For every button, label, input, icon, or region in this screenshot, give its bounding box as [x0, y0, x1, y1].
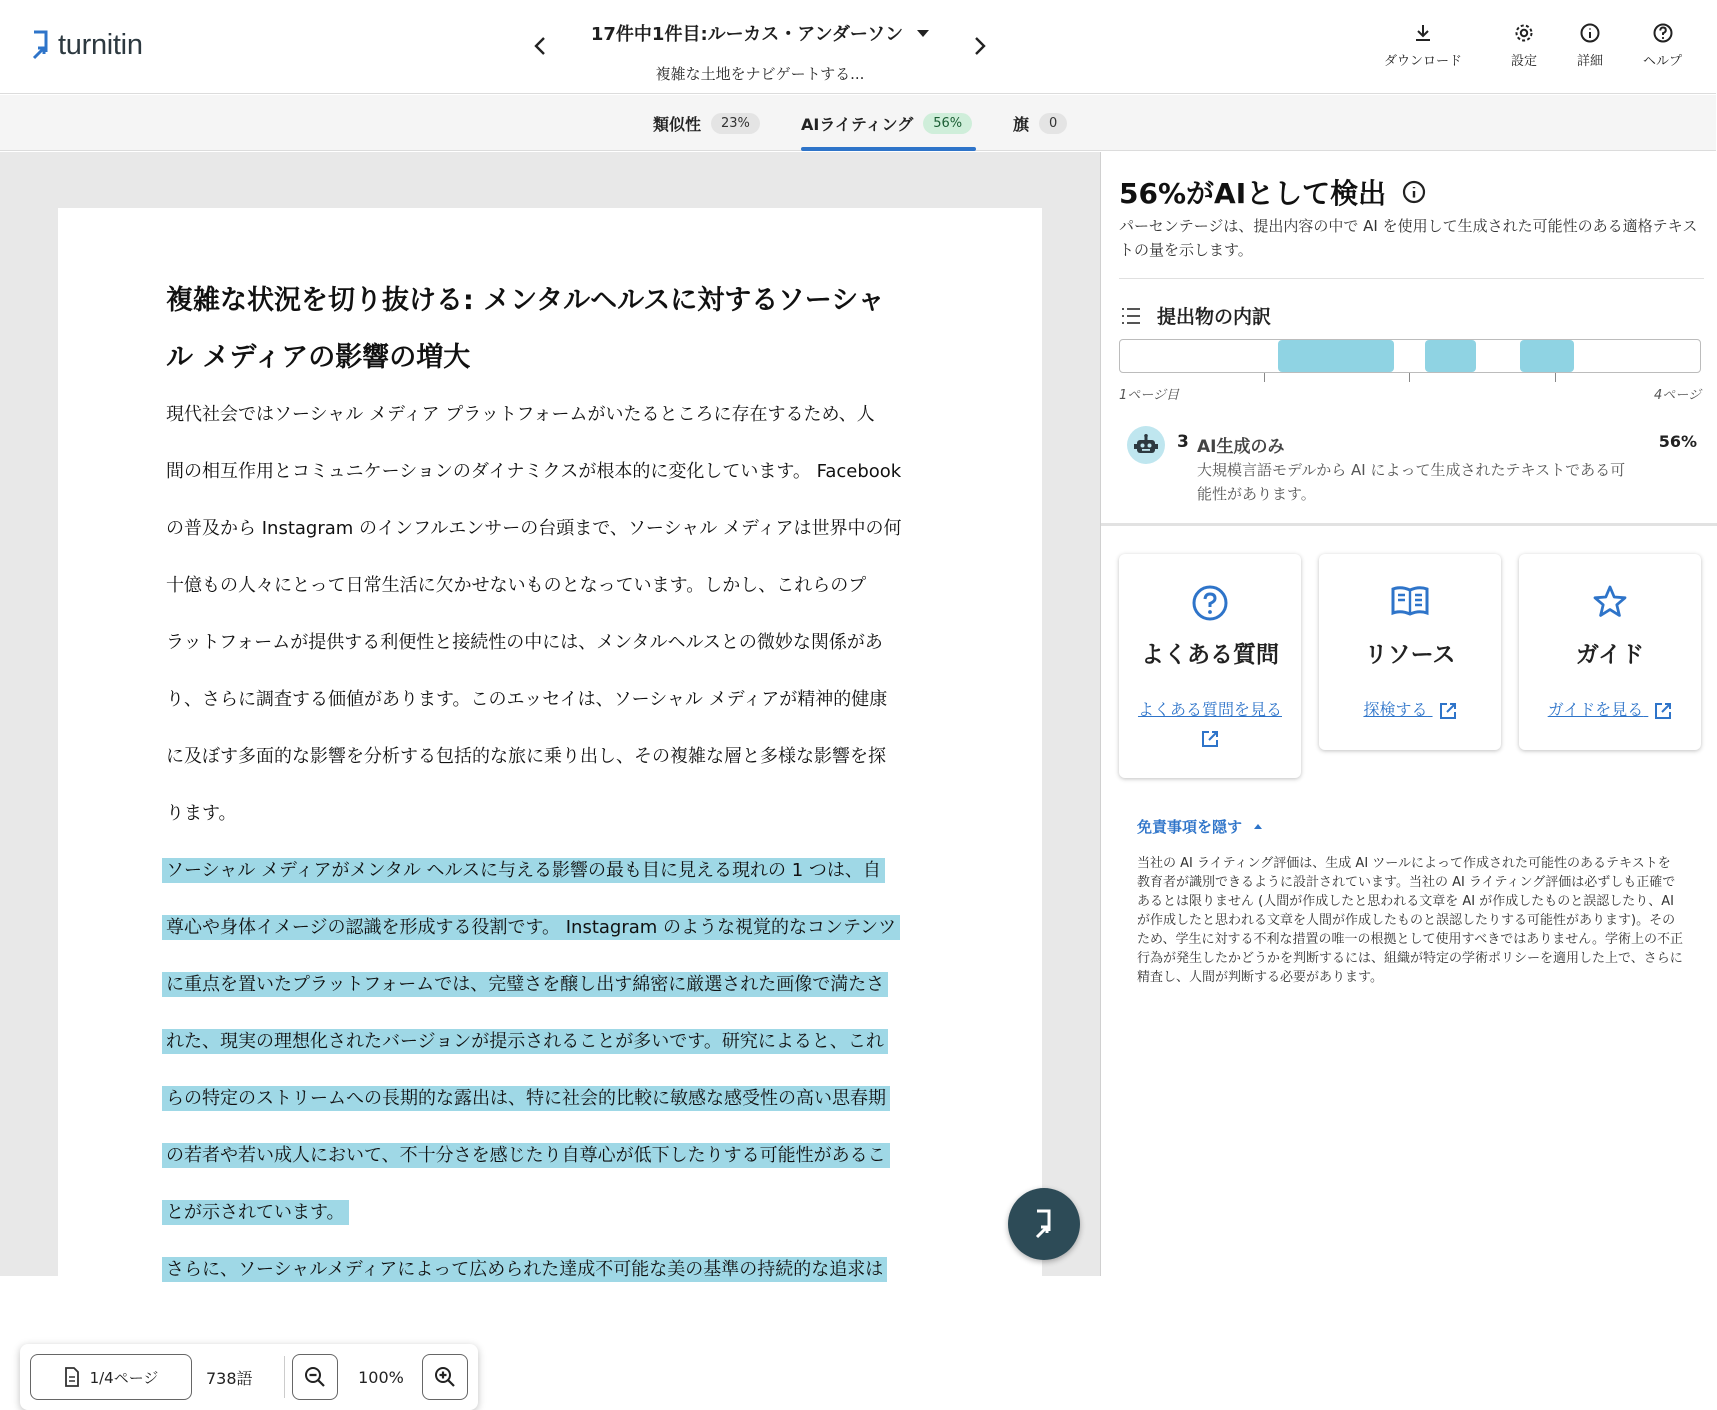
previous-submission-button[interactable]	[528, 34, 552, 58]
brand-name: turnitin	[58, 28, 143, 61]
list-icon	[1121, 307, 1141, 325]
resources-link-label: 探検する	[1363, 700, 1428, 719]
ai-highlight[interactable]: らの特定のストリームへの長期的な露出は、特に社会的比較に敏感な感受性の高い思春期	[162, 1086, 890, 1111]
ai-detection-heading: 56%がAIとして検出	[1119, 177, 1387, 210]
axis-start-label: 1ページ目	[1119, 388, 1180, 403]
resources-link[interactable]	[1319, 696, 1501, 724]
viewer-toolbar	[20, 1344, 478, 1410]
turnitin-logo-icon	[1031, 1207, 1057, 1241]
ai-generated-description: 大規模言語モデルから AI によって生成されたテキストである可能性があります。	[1197, 461, 1626, 503]
chevron-left-icon	[533, 36, 547, 56]
ai-segment[interactable]	[1278, 340, 1394, 372]
breakdown-heading: 提出物の内訳	[1157, 306, 1272, 328]
ai-highlight[interactable]: さらに、ソーシャルメディアによって広められた達成不可能な美の基準の持続的な追求は	[162, 1257, 887, 1282]
heading-line: ル メディアの影響の増大	[166, 342, 471, 373]
ai-highlight[interactable]: に重点を置いたプラットフォームでは、完璧さを醸し出す綿密に厳選された画像で満たさ	[162, 972, 888, 997]
document-heading	[166, 272, 956, 386]
highlight-line	[166, 1241, 956, 1298]
details-label: 詳細	[1577, 54, 1604, 69]
gear-icon	[1513, 22, 1535, 44]
highlight-line	[166, 1127, 956, 1184]
guide-title: ガイド	[1575, 642, 1645, 668]
highlight-line	[166, 899, 956, 956]
turnitin-logo[interactable]	[30, 28, 143, 62]
ai-highlight[interactable]: れた、現実の理想化されたバージョンが提示されることが多いです。研究によると、これ	[162, 1029, 888, 1054]
paragraph-ai-highlighted[interactable]	[166, 842, 956, 1298]
resources-title: リソース	[1364, 642, 1456, 668]
ai-segment[interactable]	[1425, 340, 1476, 372]
star-icon	[1519, 584, 1701, 620]
external-link-icon	[1654, 702, 1672, 720]
help-icon	[1652, 22, 1674, 44]
download-icon	[1412, 22, 1434, 44]
faq-link[interactable]	[1119, 696, 1301, 752]
settings-button[interactable]	[1511, 22, 1537, 69]
tab-similarity-label: 類似性	[653, 114, 702, 134]
page-indicator: 1/4ページ	[89, 1368, 159, 1387]
disclaimer-text: 当社の AI ライティング評価は、生成 AI ツールによって作成された可能性のあるテキストを教育者が識別できるように設計されています。当社の AI ライティング評価は必ずしも正確であるとは限りません (人間が作成したと思われる文章を AI が作成したものと誤認したり、AI が作成したと思われる文章を人間が作成したものと誤認したりする可能性があります)。そのため、学生に対する不利な措置の唯一の根拠として使用すべきではありません。学術上の不正行為が発生したかどうかを判断するには、組織が特定の学術ポリシーを適用した上で、さらに精査し、人間が判断する必要があります。	[1137, 856, 1684, 985]
submission-selector[interactable]	[572, 20, 948, 46]
info-icon	[1579, 22, 1601, 44]
details-button[interactable]	[1577, 22, 1603, 69]
divider	[1119, 278, 1704, 279]
submission-subtitle: 複雑な土地をナビゲートする...	[655, 65, 865, 83]
info-icon[interactable]	[1402, 180, 1426, 204]
submission-title: 17件中1件目:ルーカス・アンダーソン	[590, 24, 904, 45]
axis-end-label: 4ページ	[1653, 388, 1701, 403]
toolbar-divider	[284, 1356, 285, 1398]
submission-breakdown-title	[1121, 302, 1271, 329]
tab-similarity[interactable]	[653, 95, 760, 151]
help-label: ヘルプ	[1643, 54, 1683, 69]
tab-flags[interactable]	[1013, 95, 1067, 151]
text-line: ります。	[166, 803, 237, 824]
book-icon	[1319, 584, 1501, 618]
next-submission-button[interactable]	[968, 34, 992, 58]
resources-card	[1319, 554, 1501, 750]
download-button[interactable]	[1384, 22, 1462, 69]
ai-detection-description: パーセンテージは、提出内容の中で AI を使用して生成された可能性のある適格テキストの量を示します。	[1119, 217, 1698, 259]
document-page	[58, 208, 1042, 1408]
ai-highlight[interactable]: ソーシャル メディアがメンタル ヘルスに与える影響の最も目に見える現れの 1 つは、自	[162, 858, 885, 883]
guide-link[interactable]	[1519, 696, 1701, 724]
tab-flags-label: 旗	[1013, 114, 1030, 134]
highlight-line	[166, 1070, 956, 1127]
zoom-in-button[interactable]	[422, 1354, 468, 1400]
ai-summary-section	[1101, 152, 1717, 526]
hide-disclaimer-button[interactable]	[1137, 816, 1262, 837]
zoom-out-button[interactable]	[292, 1354, 338, 1400]
help-circle-icon	[1119, 584, 1301, 622]
robot-icon	[1127, 426, 1165, 464]
faq-title: よくある質問	[1141, 642, 1279, 668]
highlight-line	[166, 1184, 956, 1241]
text-line: の普及から Instagram のインフルエンサーの台頭まで、ソーシャル メディアは世界中の何	[166, 518, 902, 539]
ai-writing-panel	[1100, 152, 1716, 1276]
chevron-right-icon	[973, 36, 987, 56]
zoom-out-icon	[303, 1365, 327, 1389]
tab-ai-writing-label: AIライティング	[801, 114, 914, 134]
ai-writing-badge: 56%	[923, 113, 972, 134]
ai-detection-title	[1119, 172, 1426, 212]
highlight-line	[166, 1013, 956, 1070]
help-button[interactable]	[1643, 22, 1682, 69]
ai-generated-label: AI生成のみ	[1197, 437, 1285, 457]
ai-highlight[interactable]: とが示されています。	[162, 1200, 349, 1225]
text-line: に及ぼす多面的な影響を分析する包括的な旅に乗り出し、その複雑な層と多様な影響を探	[166, 746, 886, 767]
turnitin-logo-icon	[30, 28, 52, 62]
page-tick	[1555, 373, 1556, 382]
page-tick	[1264, 373, 1265, 382]
highlight-line	[166, 842, 956, 899]
text-line: り、さらに調査する価値があります。このエッセイは、ソーシャル メディアが精神的健康	[166, 689, 888, 710]
zoom-level: 100%	[358, 1367, 404, 1387]
heading-line: 複雑な状況を切り抜ける: メンタルヘルスに対するソーシャ	[166, 285, 885, 316]
ai-highlight[interactable]: 尊心や身体イメージの認識を形成する役割です。 Instagram のような視覚的なコンテンツ	[162, 915, 900, 940]
turnitin-assistant-button[interactable]	[1008, 1188, 1080, 1260]
page-tick	[1409, 373, 1410, 382]
flags-badge: 0	[1039, 113, 1067, 134]
word-count: 738語	[206, 1368, 253, 1388]
guide-link-label: ガイドを見る	[1547, 700, 1644, 719]
text-line: 現代社会ではソーシャル メディア プラットフォームがいたるところに存在するため、人	[166, 404, 875, 425]
ai-generated-row[interactable]	[1127, 422, 1707, 502]
faq-link-label: よくある質問を見る	[1137, 700, 1282, 719]
page-ticks	[1119, 373, 1701, 383]
text-line: 十億もの人々にとって日常生活に欠かせないものとなっています。しかし、これらのプ	[166, 575, 867, 596]
download-label: ダウンロード	[1384, 54, 1463, 69]
external-link-icon	[1439, 702, 1457, 720]
document-viewer[interactable]	[0, 152, 1100, 1388]
zoom-in-icon	[433, 1365, 457, 1389]
page-distribution-bar	[1119, 339, 1701, 373]
caret-down-icon	[917, 30, 929, 37]
top-header	[0, 0, 1716, 94]
text-line: ラットフォームが提供する利便性と接続性の中には、メンタルヘルスとの微妙な関係があ	[166, 632, 883, 653]
external-link-icon	[1201, 730, 1219, 748]
ai-segment[interactable]	[1520, 340, 1574, 372]
tab-ai-writing[interactable]	[801, 95, 972, 151]
settings-label: 設定	[1511, 54, 1538, 69]
report-tabs	[0, 95, 1716, 151]
disclaimer-toggle-label: 免責事項を隠す	[1137, 818, 1243, 836]
active-tab-indicator	[801, 147, 976, 151]
similarity-badge: 23%	[711, 113, 760, 134]
page-indicator-button[interactable]	[30, 1354, 192, 1400]
ai-generated-count: 3	[1177, 432, 1189, 452]
ai-highlight[interactable]: の若者や若い成人において、不十分さを感じたり自尊心が低下したりする可能性があるこ	[162, 1143, 890, 1168]
faq-card	[1119, 554, 1301, 778]
ai-generated-percent: 56%	[1658, 432, 1697, 451]
guide-card	[1519, 554, 1701, 750]
text-line: 間の相互作用とコミュニケーションのダイナミクスが根本的に変化しています。 Facebook	[166, 461, 902, 482]
highlight-line	[166, 956, 956, 1013]
paragraph-intro	[166, 386, 956, 842]
document-icon	[64, 1367, 80, 1387]
caret-up-icon	[1254, 824, 1262, 829]
